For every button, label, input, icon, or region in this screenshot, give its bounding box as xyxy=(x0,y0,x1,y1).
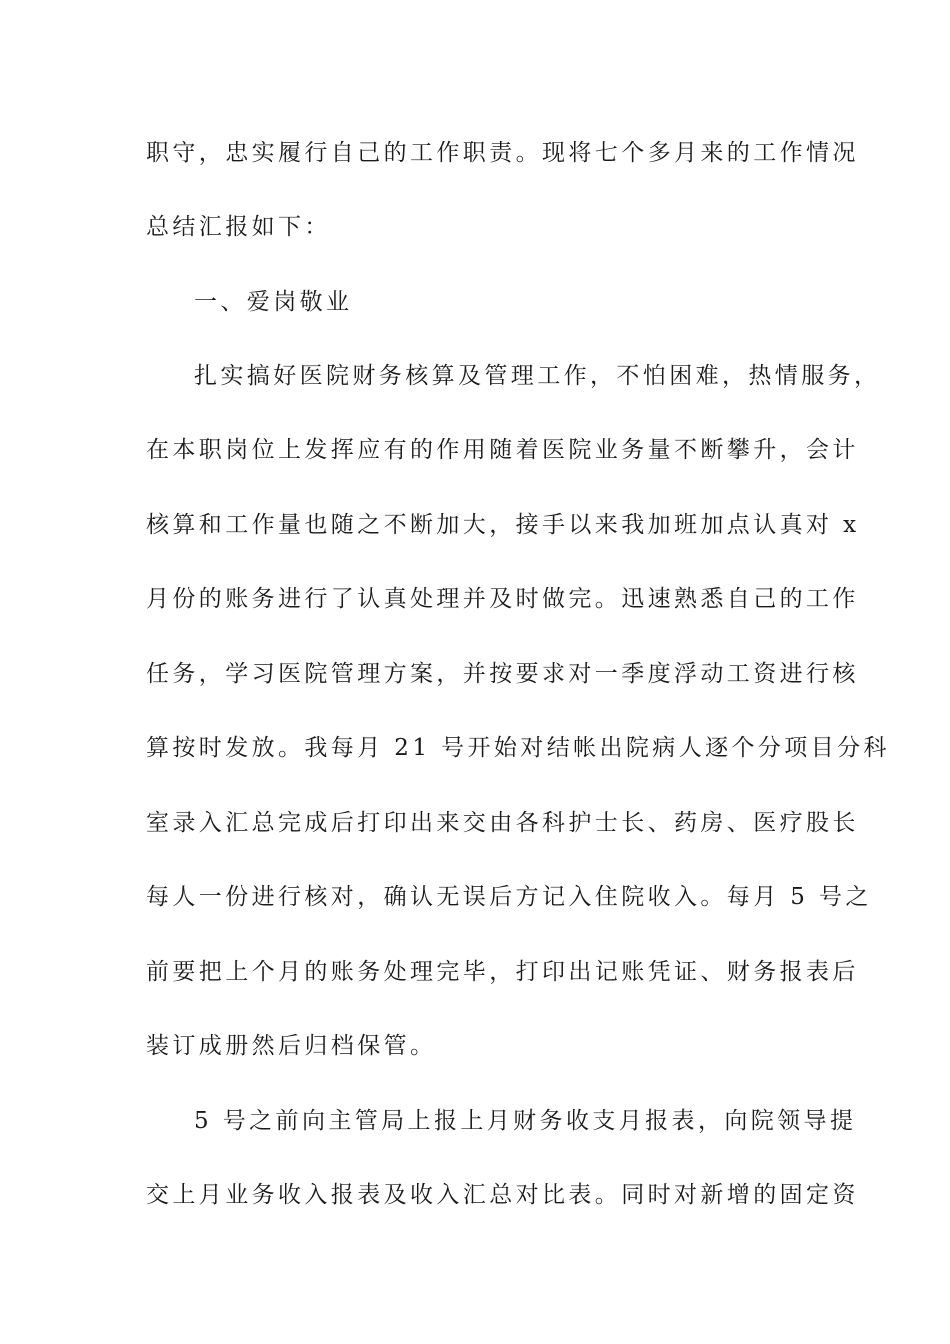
section-heading: 一、爱岗敬业 xyxy=(194,289,353,315)
text-line: 装订成册然后归档保管。 xyxy=(146,1033,437,1059)
text-line: 职守，忠实履行自己的工作职责。现将七个多月来的工作情况 xyxy=(146,140,859,166)
text-line: 在本职岗位上发挥应有的作用随着医院业务量不断攀升，会计 xyxy=(146,437,859,463)
text-line: 算按时发放。我每月 21 号开始对结帐出院病人逐个分项目分科 xyxy=(146,735,890,761)
text-line: 核算和工作量也随之不断加大，接手以来我加班加点认真对 x xyxy=(146,512,860,538)
text-line: 扎实搞好医院财务核算及管理工作，不怕困难，热情服务， xyxy=(194,363,881,389)
text-line: 月份的账务进行了认真处理并及时做完。迅速熟悉自己的工作 xyxy=(146,586,859,612)
text-line: 前要把上个月的账务处理完毕，打印出记账凭证、财务报表后 xyxy=(146,959,859,985)
text-line: 5 号之前向主管局上报上月财务收支月报表，向院领导提 xyxy=(194,1108,857,1134)
text-line: 每人一份进行核对，确认无误后方记入住院收入。每月 5 号之 xyxy=(146,884,872,910)
text-line: 总结汇报如下： xyxy=(146,214,331,240)
text-line: 交上月业务收入报表及收入汇总对比表。同时对新增的固定资 xyxy=(146,1182,859,1208)
text-line: 室录入汇总完成后打印出来交由各科护士长、药房、医疗股长 xyxy=(146,810,859,836)
text-line: 任务，学习医院管理方案，并按要求对一季度浮动工资进行核 xyxy=(146,661,859,687)
